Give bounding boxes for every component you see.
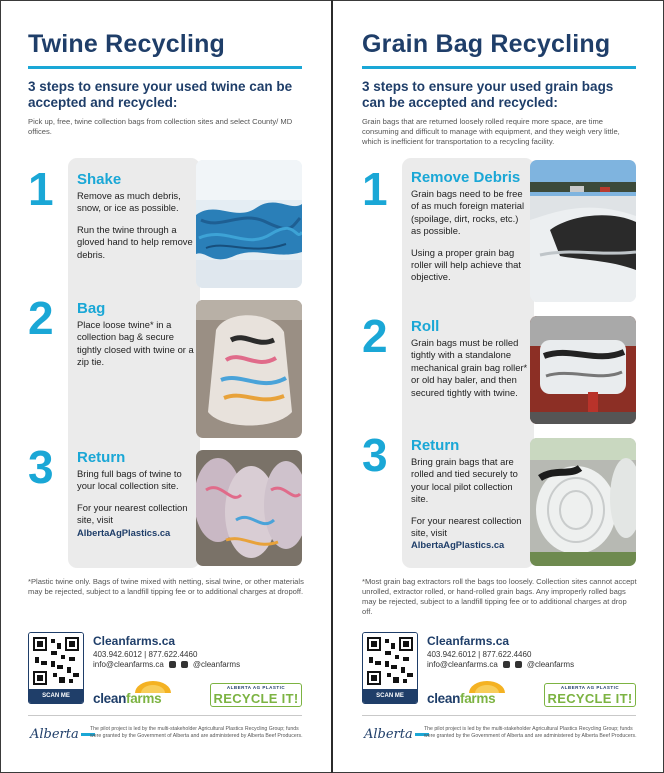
footnote: *Most grain bag extractors roll the bags too loosely. Collection sites cannot accept unrolled, extractor rolled, or hand-rolled grain bags. Any improperly rolled bags may be rejected, subject to a landfill tipping fee or to additional charges at drop off. xyxy=(362,577,637,616)
cleanfarms-wordmark xyxy=(427,691,495,706)
footnote: *Plastic twine only. Bags of twine mixed with netting, sisal twine, or other materials may be rejected, subject to a landfill tipping fee or to additional charges at dropoff. xyxy=(28,577,304,596)
bottom-rule xyxy=(28,715,302,716)
step-text: Bring grain bags that are rolled and tied securely to your local pilot collection site. xyxy=(411,456,518,505)
step-number: 3 xyxy=(362,429,388,481)
step-body xyxy=(411,319,529,399)
recycle-it-top: ALBERTA AG PLASTIC xyxy=(560,685,620,690)
recycle-it-logo xyxy=(544,683,636,707)
subtitle: 3 steps to ensure your used grain bags can be accepted and recycled: xyxy=(362,79,614,110)
step-number: 2 xyxy=(362,310,388,362)
facebook-icon[interactable] xyxy=(503,661,510,668)
step-text: Using a proper grain bag roller will help achieve that objective. xyxy=(411,246,521,283)
step-text: Run the twine through a gloved hand to help remove debris. xyxy=(77,223,193,260)
alberta-ag-plastics-link[interactable]: AlbertaAgPlastics.ca xyxy=(411,539,505,551)
recycle-it-main: RECYCLE IT! xyxy=(547,691,633,706)
wordmark-part: farms xyxy=(126,691,162,706)
step-body xyxy=(411,170,529,284)
qr-caption: SCAN ME xyxy=(29,689,83,703)
alberta-logo xyxy=(364,727,429,742)
grain-bag-yard-photo xyxy=(530,160,636,302)
step-title: Return xyxy=(411,437,460,454)
step-body xyxy=(77,172,195,261)
step-body xyxy=(411,438,529,552)
step-title: Remove Debris xyxy=(411,169,521,186)
step-number: 1 xyxy=(362,163,388,215)
step-text: Remove as much debris, snow, or ice as possible. xyxy=(77,190,181,214)
phone-numbers: 403.942.6012 | 877.622.4460 xyxy=(93,650,198,659)
step-title: Bag xyxy=(77,300,106,317)
recycle-it-logo xyxy=(210,683,302,707)
wordmark-part: clean xyxy=(427,691,461,706)
qr-code[interactable] xyxy=(362,632,418,704)
recycle-it-top: ALBERTA AG PLASTIC xyxy=(226,685,286,690)
step-text: Place loose twine* in a collection bag & secure tightly closed with twine or a zip tie. xyxy=(77,319,194,368)
title-rule xyxy=(28,66,302,69)
step-title: Return xyxy=(77,449,126,466)
intro-text: Pick up, free, twine collection bags from collection sites and select County/ MD offices. xyxy=(28,117,293,136)
twine-bags-pile-photo xyxy=(196,450,302,566)
wordmark-part: clean xyxy=(93,691,127,706)
twine-bag-photo xyxy=(196,300,302,438)
step-body xyxy=(77,301,195,369)
step-text: Bring full bags of twine to your local collection site. xyxy=(77,468,182,492)
twine-snow-photo xyxy=(196,160,302,288)
recycle-it-main: RECYCLE IT! xyxy=(213,691,299,706)
step-text xyxy=(77,502,195,539)
phone-numbers: 403.942.6012 | 877.622.4460 xyxy=(427,650,532,659)
alberta-logo xyxy=(30,727,95,742)
page-title: Twine Recycling xyxy=(28,30,226,58)
pilot-note: The pilot project is led by the multi-stakeholder Agricultural Plastics Recycling Group; funds were granted by the Government of Alberta and are administered by Alberta Beef Producers. xyxy=(90,726,303,740)
pilot-note: The pilot project is led by the multi-stakeholder Agricultural Plastics Recycling Group; funds were granted by the Government of Alberta and are administered by Alberta Beef Producers. xyxy=(424,726,637,740)
social-handle: @cleanfarms xyxy=(526,660,575,669)
grain-bag-roller-photo xyxy=(530,316,636,424)
twitter-icon[interactable] xyxy=(181,661,188,668)
step-text: Grain bags need to be free of as much foreign material (spoilage, dirt, rocks, etc.) as possible. xyxy=(411,188,525,237)
bottom-rule xyxy=(362,715,636,716)
rolled-grain-bags-photo xyxy=(530,438,636,566)
step-text: Grain bags must be rolled tightly with a standalone mechanical grain bag roller* or old hay baler, and then secured tightly with twine. xyxy=(411,337,528,398)
step-title: Shake xyxy=(77,171,122,188)
step-number: 1 xyxy=(28,163,54,215)
title-rule xyxy=(362,66,636,69)
step-text-line: For your nearest collection site, visit xyxy=(77,501,188,526)
subtitle: 3 steps to ensure your used twine can be accepted and recycled: xyxy=(28,79,293,110)
facebook-icon[interactable] xyxy=(169,661,176,668)
cleanfarms-website-link[interactable]: Cleanfarms.ca xyxy=(93,634,176,648)
email-link[interactable]: info@cleanfarms.ca xyxy=(427,660,498,669)
step-body xyxy=(77,450,195,539)
step-text xyxy=(411,515,529,552)
step-title: Roll xyxy=(411,318,440,335)
alberta-wordmark: Alberta xyxy=(364,727,413,742)
qr-code[interactable] xyxy=(28,632,84,704)
grain-bag-column xyxy=(362,0,638,773)
cleanfarms-wordmark xyxy=(93,691,161,706)
qr-caption: SCAN ME xyxy=(363,689,417,703)
cleanfarms-logo xyxy=(427,680,517,706)
twine-column xyxy=(28,0,304,773)
intro-text: Grain bags that are returned loosely rolled require more space, are time consuming and difficult to manage with equipment, and they weigh very little, which is inefficient for transportation to a recycling facility. xyxy=(362,117,620,146)
step-text-line: For your nearest collection site, visit xyxy=(411,514,522,539)
social-handle: @cleanfarms xyxy=(192,660,241,669)
column-divider xyxy=(331,0,333,773)
contact-line xyxy=(427,660,574,669)
alberta-ag-plastics-link[interactable]: AlbertaAgPlastics.ca xyxy=(77,526,171,538)
step-number: 2 xyxy=(28,292,54,344)
cleanfarms-website-link[interactable]: Cleanfarms.ca xyxy=(427,634,510,648)
step-number: 3 xyxy=(28,441,54,493)
wordmark-part: farms xyxy=(460,691,496,706)
twitter-icon[interactable] xyxy=(515,661,522,668)
cleanfarms-logo xyxy=(93,680,183,706)
alberta-wordmark: Alberta xyxy=(30,727,79,742)
contact-line xyxy=(93,660,240,669)
page-title: Grain Bag Recycling xyxy=(362,30,611,58)
email-link[interactable]: info@cleanfarms.ca xyxy=(93,660,164,669)
